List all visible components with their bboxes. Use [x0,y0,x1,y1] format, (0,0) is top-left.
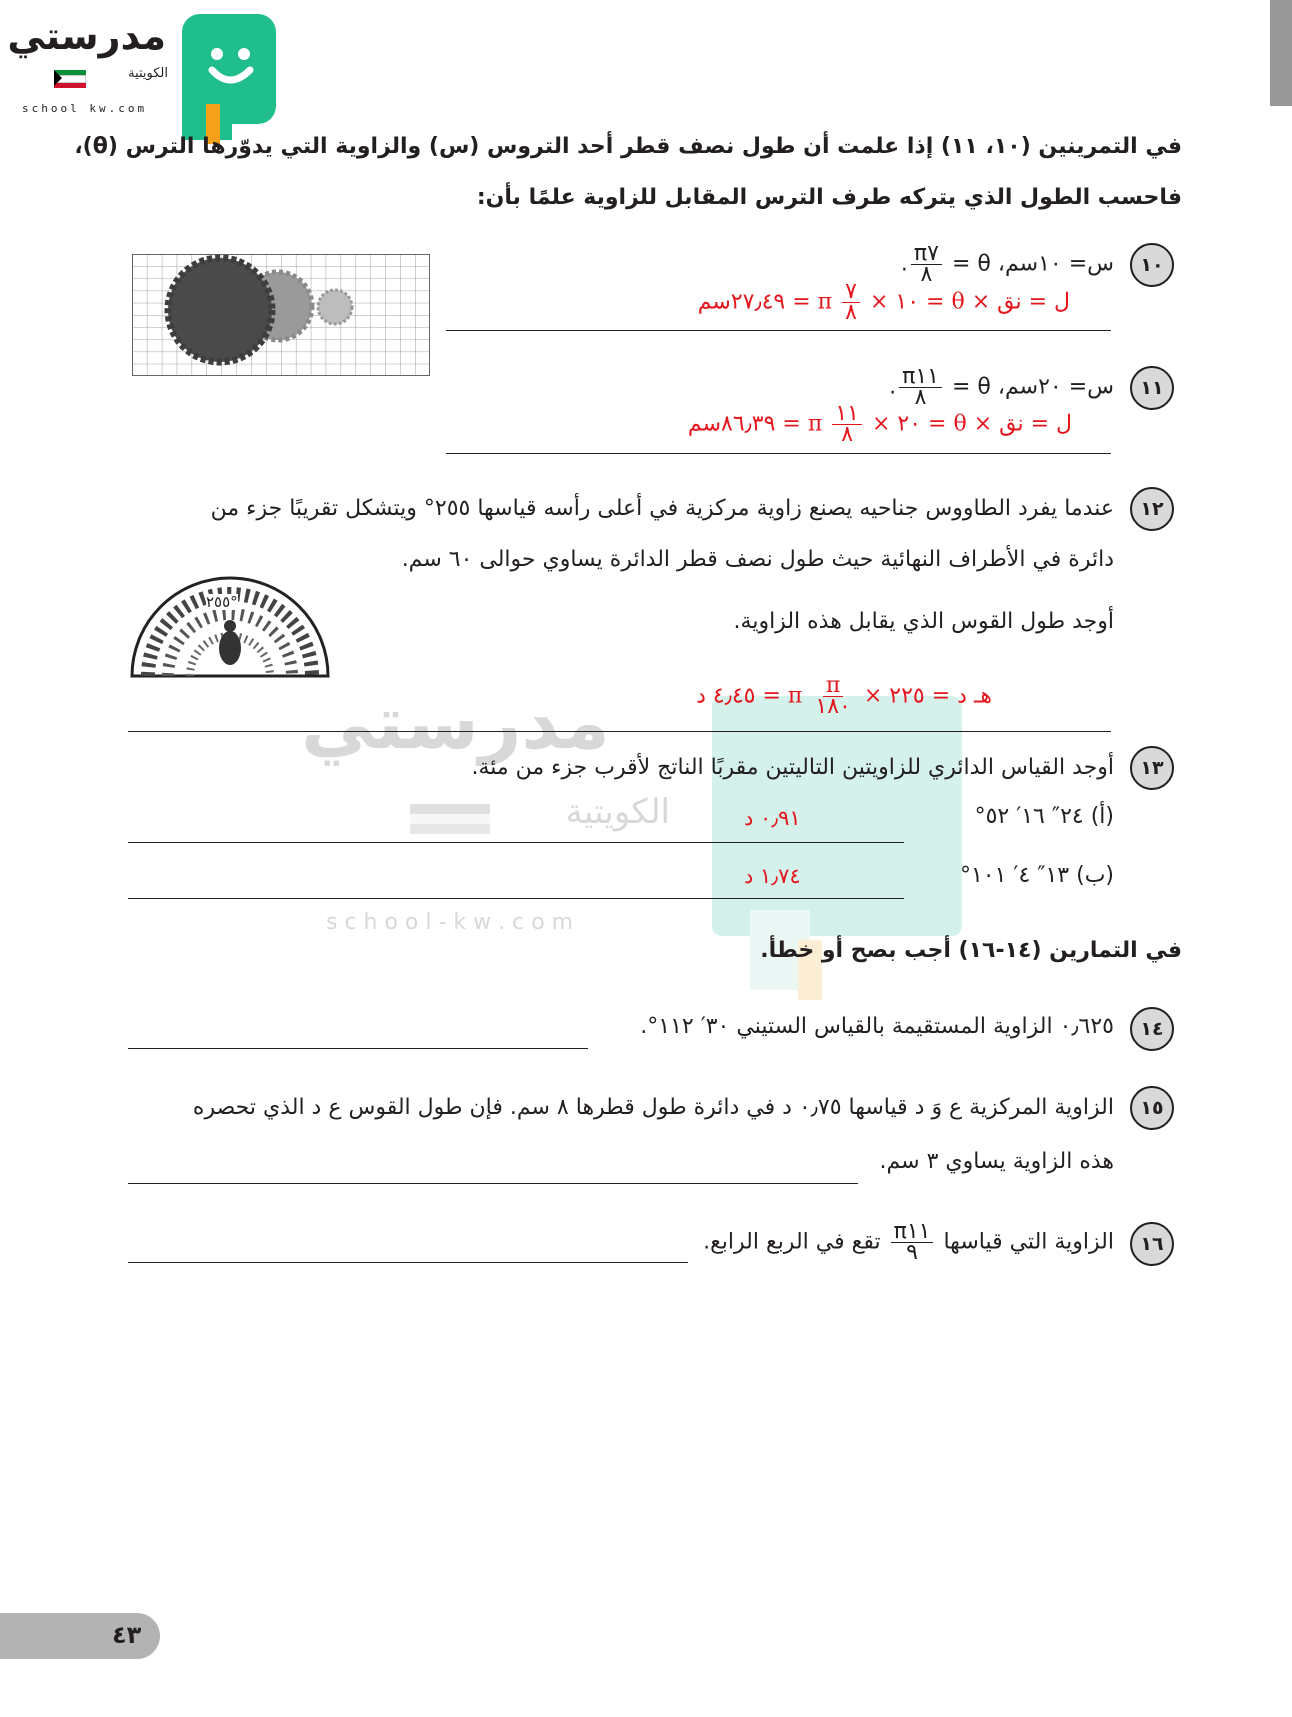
question-number-12: ١٢ [1130,487,1174,531]
q13-b-answer: ١٫٧٤ د [744,864,801,888]
q16-answer-line [128,1262,688,1263]
page-number-bar [0,1613,160,1659]
q15-line-2: هذه الزاوية يساوي ٣ سم. [879,1149,1114,1174]
question-number-13: ١٣ [1130,746,1174,790]
watermark-sub: الكويتية [565,792,670,832]
q10-given: س= ١٠سم، θ = $\frac{\pi ٧}{٨}$ . [900,241,1114,287]
q14-answer-line [128,1048,588,1049]
q12-line-2: دائرة في الأطراف النهائية حيث طول نصف قطر الدائرة يساوي حوالى ٦٠ سم. [401,547,1114,572]
q13-b-answer-line [128,898,904,899]
logo-mark-icon [182,14,282,149]
q12-answer-line [128,731,1111,732]
question-number-15: ١٥ [1130,1086,1174,1130]
peacock-angle-label: ٢٥٥° [206,593,238,611]
question-number-16: ١٦ [1130,1222,1174,1266]
q10-given-text: س= ١٠سم، θ = [951,251,1114,277]
gears-figure [132,254,430,376]
kuwait-flag-icon [54,70,86,86]
question-number-10: ١٠ [1130,243,1174,287]
q13-a-label: (أ) ٢٤″ ١٦′ ٥٢° [974,804,1114,829]
intro-line-1: في التمرينين (١٠، ١١) إذا علمت أن طول نصف قطر أحد التروس (س) والزاوية التي يدوّرها الترس (θ)، [74,134,1182,159]
q16-fraction: $\frac{\pi ١١}{٩}$ [891,1222,934,1263]
q13-b-label: (ب) ١٣″ ٤′ ١٠١° [959,863,1114,888]
q16-text: الزاوية التي قياسها $\frac{\pi ١١}{٩}$ تقع في الربع الرابع. [703,1219,1114,1265]
q12-answer: هـ د = ٢٢٥ × $\frac{\pi}{١٨٠}$ π = ٤٫٤٥ د [696,673,992,719]
q13-text: أوجد القياس الدائري للزاويتين التاليتين مقربًا الناتج لأقرب جزء من مئة. [471,755,1114,780]
q10-fraction: $\frac{\pi ٧}{٨}$ [911,244,942,285]
q13-a-answer: ٠٫٩١ د [744,806,801,830]
q15-answer-line [128,1183,858,1184]
q15-line-1: الزاوية المركزية ع وَ د قياسها ٠٫٧٥ د في دائرة طول قطرها ٨ سم. فإن طول القوس ع د الذي تحصره [192,1095,1114,1120]
q10-answer: ل = نق × θ = ١٠ × $\frac{٧}{٨}$ π = ٢٧٫٤٩سم [697,279,1070,325]
question-number-14: ١٤ [1130,1007,1174,1051]
q13-a-answer-line [128,842,904,843]
q11-given-text: س= ٢٠سم، θ = [951,374,1114,400]
intro-line-2: فاحسب الطول الذي يتركه طرف الترس المقابل للزاوية علمًا بأن: [476,185,1182,210]
q10-answer-line [446,330,1111,331]
q12-line-3: أوجد طول القوس الذي يقابل هذه الزاوية. [733,609,1114,634]
section-true-false-heading: في التمارين (١٤-١٦) أجب بصح أو خطأ. [760,938,1182,963]
logo-sub: الكويتية [128,66,168,81]
watermark-name: مدرستي [300,680,610,766]
sidebar-tab [1270,0,1292,106]
q14-text: ٠٫٦٢٥ الزاوية المستقيمة بالقياس الستيني ٣٠′ ١١٢°. [640,1014,1114,1039]
peacock-figure [128,536,332,678]
q11-fraction: $\frac{\pi ١١}{٨}$ [899,367,942,408]
q11-answer: ل = نق × θ = ٢٠ × $\frac{١١}{٨}$ π = ٨٦٫٣٩سم [687,401,1072,447]
q11-answer-line [446,453,1111,454]
logo-url: school kw.com [22,102,148,115]
watermark-url: s c h o o l - k w . c o m [326,910,574,935]
q11-given: س= ٢٠سم، θ = $\frac{\pi ١١}{٨}$ . [889,364,1114,410]
school-logo[interactable] [7,10,275,145]
question-number-11: ١١ [1130,366,1174,410]
q12-line-1: عندما يفرد الطاووس جناحيه يصنع زاوية مركزية في أعلى رأسه قياسها ٢٥٥° ويتشكل تقريبًا جزء من [210,496,1114,521]
page-number: ٤٣ [112,1621,142,1649]
logo-name: مدرستي [7,14,166,58]
